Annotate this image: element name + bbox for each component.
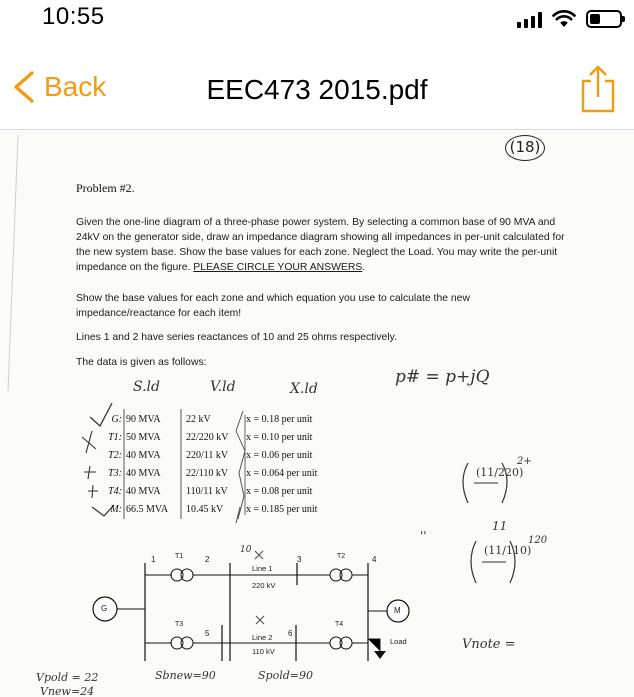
status-icons [517,8,622,28]
row-kv: 10.45 kV [186,504,224,515]
row-kv: 110/11 kV [186,486,228,497]
status-time: 10:55 [42,3,105,30]
row-mva: 90 MVA [126,414,161,425]
handwritten-sbnew: Sbnew=90 [155,669,216,682]
motor-label: M [394,606,401,615]
bus-2-label: 2 [205,555,210,564]
row-kv: 220/11 kV [186,450,229,461]
back-label: Back [44,71,107,102]
handwritten-vpold: Vpold = 22 [36,671,99,684]
share-icon[interactable] [580,64,616,114]
bus-5-label: 5 [205,629,210,638]
handwritten-vnote: Vnote = [462,637,516,652]
battery-icon [586,10,622,28]
t1-label: T1 [175,553,184,560]
frac1-text: (11/220) [476,466,524,479]
row-mva: 50 MVA [126,432,161,443]
frac2-text: (11/110) [484,544,532,557]
load-label: Load [390,637,407,646]
page-number: (18) [505,135,545,161]
row-label: T2: [108,450,122,461]
row-x: x = 0.18 per unit [246,414,313,425]
wifi-icon [552,10,576,28]
handwritten-col3: X.ld [290,381,318,397]
line-2-voltage: 110 kV [252,647,275,656]
row-label: T3: [108,468,122,479]
pdf-page[interactable] [0,131,634,697]
handwritten-col2: V.ld [210,379,236,395]
bus-3-label: 3 [297,555,302,564]
line-2-label: Line 2 [252,633,273,642]
t4-label: T4 [335,621,344,628]
row-x: x = 0.185 per unit [246,504,318,515]
paragraph-3: Lines 1 and 2 have series reactances of 10 and 25 ohms respectively. [76,332,397,343]
line-1-label: Line 1 [252,564,273,573]
row-mva: 40 MVA [126,468,161,479]
generator-label: G [101,604,108,613]
paragraph-1: Given the one-line diagram of a three-phase power system. By selecting a common base of 90 MVA and 24kV on the generator side, draw an impedance diagram showing all impedances in per-unit calculated for the new system base. Show the base values for each zone. Neglect the Load. You may write the per-unit impedance on the figure. PLEASE CIRCLE YOUR ANSWERS. [76,217,565,273]
row-label: G: [111,414,122,425]
nav-bar [0,44,634,130]
t2-label: T2 [337,553,346,560]
row-kv: 22 kV [186,414,211,425]
handwritten-tick: '' [420,529,427,543]
row-label: T4: [108,486,122,497]
row-mva: 40 MVA [126,450,161,461]
handwritten-col1: S.ld [133,379,160,395]
paragraph-1-emphasis: PLEASE CIRCLE YOUR ANSWERS [193,262,363,273]
cellular-signal-icon [517,12,542,28]
frac2-exponent: 120 [528,535,548,546]
row-x: x = 0.08 per unit [246,486,313,497]
handwritten-vnew: Vnew=24 [40,685,95,697]
status-bar [0,0,634,44]
row-kv: 22/220 kV [186,432,229,443]
line-1-voltage: 220 kV [252,581,276,590]
row-label: T1: [108,432,122,443]
row-x: x = 0.10 per unit [246,432,313,443]
row-x: x = 0.06 per unit [246,450,313,461]
row-label: M: [110,504,122,515]
row-kv: 22/110 kV [186,468,229,479]
bus-1-label: 1 [151,555,156,564]
handwritten-formula: p# = p+jQ [395,367,490,387]
t3-label: T3 [175,621,184,628]
paragraph-4: The data is given as follows: [76,357,207,368]
handwritten-line1-note: 10 [240,545,252,555]
paragraph-1-text: Given the one-line diagram of a three-phase power system. By selecting a common base of 90 MVA and 24kV on the generator side, draw an impedance diagram showing all impedances in per-unit calculated for the new system base. Show the base values for each zone. Neglect the Load. You may write the per-unit impedance on the figure. [76,217,565,273]
row-x: x = 0.064 per unit [246,468,318,479]
handwritten-spold: Spold=90 [258,669,313,682]
frac1-exponent: 2+ [517,456,532,467]
handwritten-eleven: 11 [492,519,508,533]
one-line-diagram [0,131,634,697]
problem-title: Problem #2. [76,181,135,195]
bus-6-label: 6 [288,629,293,638]
row-mva: 40 MVA [126,486,161,497]
bus-4-label: 4 [372,555,377,564]
paragraph-2: Show the base values for each zone and which equation you use to calculate the new impedance/reactance for each item! [76,293,470,319]
row-mva: 66.5 MVA [126,504,169,515]
document-title: EEC473 2015.pdf [206,74,428,105]
